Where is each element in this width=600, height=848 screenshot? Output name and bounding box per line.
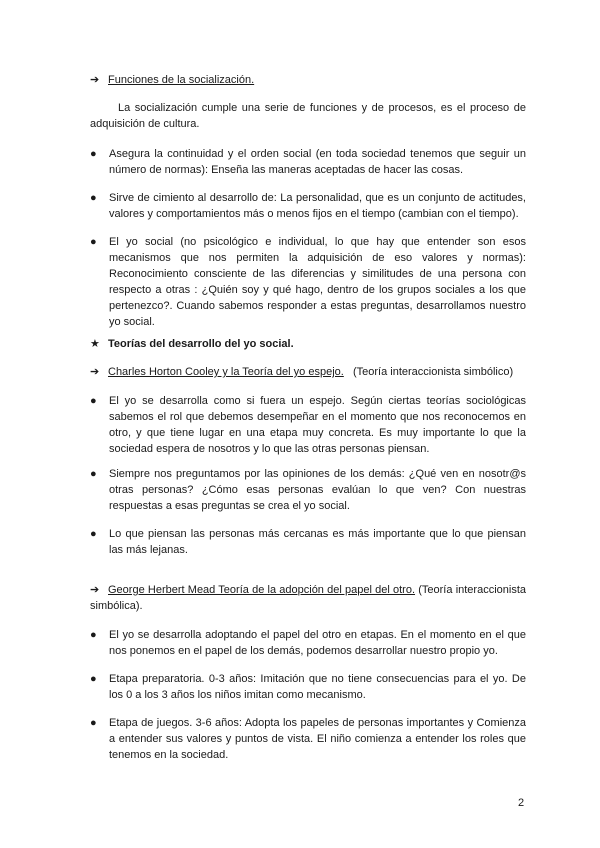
list-item-text: El yo se desarrolla adoptando el papel del otro en etapas. En el momento en el que nos ponemos en el papel de los demás, podemos desarrollar nuestro propio yo. — [109, 629, 526, 657]
list-item — [90, 146, 526, 178]
list-item-text: Lo que piensan las personas más cercanas es más importante que lo que piensan las más lejanas. — [109, 528, 526, 556]
section-heading-teorias — [90, 336, 526, 352]
bullet-icon: ● — [90, 717, 97, 729]
bullet-icon: ● — [90, 192, 97, 204]
heading-text: Charles Horton Cooley y la Teoría del yo espejo. — [108, 366, 344, 378]
list-item — [90, 715, 526, 763]
list-item-text: Asegura la continuidad y el orden social (en toda sociedad tenemos que seguir un número de normas): Enseña las maneras aceptadas de hacer las cosas. — [109, 148, 526, 176]
arrow-icon: ➔ — [90, 584, 100, 596]
list-item-text: Etapa preparatoria. 0-3 años: Imitación que no tiene consecuencias para el yo. De los 0 a los 3 años los niños imitan como mecanismo. — [109, 673, 526, 701]
section-heading-cooley — [90, 364, 530, 380]
list-item-text: Etapa de juegos. 3-6 años: Adopta los papeles de personas importantes y Comienza a entender sus valores y puntos de vista. El niño comienza a entender los roles que tenemos en la sociedad. — [109, 717, 526, 761]
list-item — [90, 466, 526, 514]
bullet-icon: ● — [90, 629, 97, 641]
list-item — [90, 190, 526, 222]
bullet-icon: ● — [90, 673, 97, 685]
bullet-icon: ● — [90, 148, 97, 160]
list-item — [90, 627, 526, 659]
section-heading-funciones — [90, 72, 530, 88]
heading-text: Funciones de la socialización. — [108, 74, 255, 86]
heading-note: (Teoría interaccionista simbólico) — [352, 366, 514, 378]
arrow-icon: ➔ — [90, 74, 100, 86]
page-number: 2 — [518, 797, 525, 809]
list-item — [90, 393, 526, 457]
list-item-text: Siempre nos preguntamos por las opiniones de los demás: ¿Qué ven en nosotr@s otras personas? ¿Cómo esas personas evalúan lo que ven? Con nuestras respuestas a esas preguntas se crea el yo social. — [109, 468, 526, 512]
intro-text: La socialización cumple una serie de funciones y de procesos, es el proceso de adquisición de cultura. — [90, 102, 526, 130]
list-item — [90, 234, 526, 330]
bullet-icon: ● — [90, 468, 97, 480]
intro-paragraph — [90, 100, 526, 132]
bullet-icon: ● — [90, 528, 97, 540]
list-item-text: El yo social (no psicológico e individual, lo que hay que entender son esos mecanismos que nos permiten la adquisición de eso valores y normas): Reconocimiento consciente de las diferencias y similitudes de una persona con respecto a otras : ¿Quién soy y qué hago, dentro de los grupos sociales a los que pertenezco?. Cuando sabemos responder a estas preguntas, desarrollamos nuestro yo social. — [109, 236, 526, 328]
heading-text: Teorías del desarrollo del yo social. — [108, 338, 294, 350]
heading-note: (Teoría interaccionista simbólica). — [90, 584, 527, 612]
arrow-icon: ➔ — [90, 366, 100, 378]
bullet-icon: ● — [90, 236, 97, 248]
heading-text: George Herbert Mead Teoría de la adopción del papel del otro. — [108, 584, 416, 596]
list-item — [90, 671, 526, 703]
list-item-text: Sirve de cimiento al desarrollo de: La personalidad, que es un conjunto de actitudes, valores y comportamientos más o menos fijos en el tiempo (cambian con el tiempo). — [109, 192, 526, 220]
list-item — [90, 526, 526, 558]
list-item-text: El yo se desarrolla como si fuera un espejo. Según ciertas teorías sociológicas sabemos el rol que debemos desempeñar en el momento que nos reconocemos en otro, y que tiene lugar en una etapa muy concreta. Es muy importante lo que la sociedad espera de nosotros y lo que las otras personas piensan. — [109, 395, 526, 455]
section-heading-mead — [90, 582, 526, 614]
star-icon: ★ — [90, 338, 100, 350]
bullet-icon: ● — [90, 395, 97, 407]
